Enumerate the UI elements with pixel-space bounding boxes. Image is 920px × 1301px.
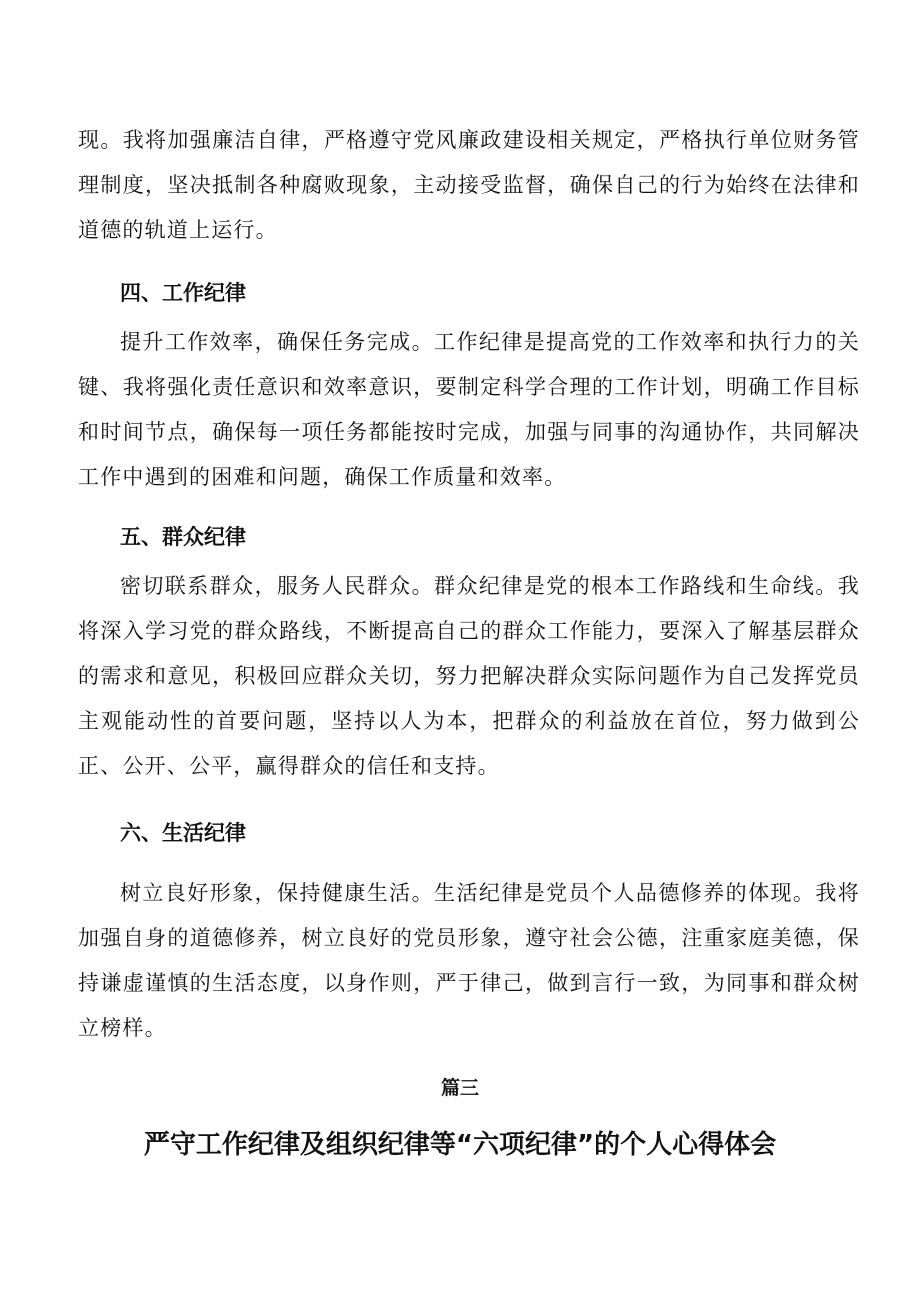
heading-work-discipline: 四、工作纪律 [120, 281, 246, 305]
paragraph-life-discipline: 树立良好形象，保持健康生活。生活纪律是党员个人品德修养的体现。我将加强自身的道德修养，树立良好的党员形象，遵守社会公德，注重家庭美德，保持谦虚谨慎的生活态度，以身作则，严于律己，做到言行一致，为同事和群众树立榜样。 [78, 881, 860, 1040]
paragraph-masses-discipline: 密切联系群众，服务人民群众。群众纪律是党的根本工作路线和生命线。我将深入学习党的群众路线，不断提高自己的群众工作能力，要深入了解基层群众的需求和意见，积极回应群众关切，努力把解决群众实际问题作为自己发挥党员主观能动性的首要问题，坚持以人为本，把群众的利益放在首位，努力做到公正、公开、公平，赢得群众的信任和支持。 [78, 574, 860, 778]
section-title: 严守工作纪律及组织纪律等“六项纪律”的个人心得体会 [143, 1130, 777, 1160]
paragraph-work-discipline: 提升工作效率，确保任务完成。工作纪律是提高党的工作效率和执行力的关键、我将强化责任意识和效率意识，要制定科学合理的工作计划，明确工作目标和时间节点，确保每一项任务都能按时完成，加强与同事的沟通协作，共同解决工作中遇到的困难和问题，确保工作质量和效率。 [78, 330, 860, 489]
heading-life-discipline: 六、生活纪律 [120, 821, 246, 845]
section-number: 篇三 [440, 1077, 479, 1099]
paragraph-continuation: 现。我将加强廉洁自律，严格遵守党风廉政建设相关规定，严格执行单位财务管理制度，坚决抵制各种腐败现象，主动接受监督，确保自己的行为始终在法律和道德的轨道上运行。 [78, 128, 860, 242]
heading-masses-discipline: 五、群众纪律 [120, 525, 246, 549]
